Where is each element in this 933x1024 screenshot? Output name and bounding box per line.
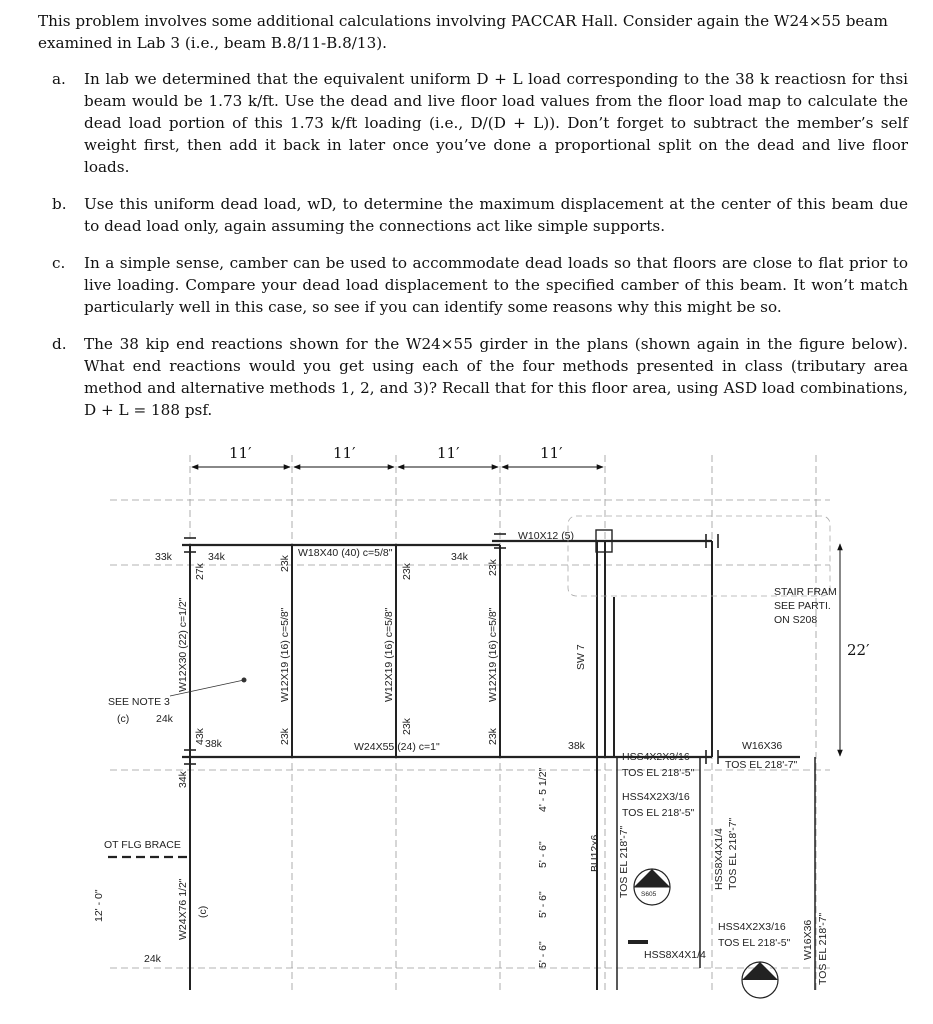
reaction-label: 27k (194, 563, 206, 580)
built-up-tos-label: TOS EL 218'-7" (618, 825, 630, 898)
hss-label: HSS4X2X3/16 (718, 921, 786, 933)
girder-label-w24x55: W24X55 (24) c=1" (354, 741, 440, 753)
hss-label: HSS8X4X1/4 (644, 949, 706, 961)
stair-note: SEE PARTI. (774, 600, 831, 612)
dimension-note: 4' - 5 1/2" (537, 767, 549, 812)
hss-tos-label: TOS EL 218'-5" (622, 767, 695, 779)
column-note: (c) (197, 905, 209, 918)
item-label: c. (52, 254, 66, 272)
dimension-label: 11′ (437, 444, 460, 462)
reaction-label: 23k (279, 728, 291, 745)
dimension-note: 5' - 6" (537, 941, 549, 968)
beam-label-w18x40: W18X40 (40) c=5/8" (298, 547, 393, 559)
see-note-label: SEE NOTE 3 (108, 696, 170, 708)
hss-label: HSS4X2X3/16 (622, 751, 690, 763)
item-text: In a simple sense, camber can be used to accommodate dead loads so that floors are close to flat prior to live loading. Compare your dead load displacement to the specified camber of this beam. It won’t match particularly well in this case, so see if you can identify some reasons why this might be so. (84, 254, 908, 316)
column-label: W12X30 (22) c=1/2" (177, 597, 189, 692)
item-text: Use this uniform dead load, wD, to determine the maximum displacement at the center of this beam due to dead load only, again assuming the connections act like simple supports. (84, 195, 908, 235)
reaction-label: 24k (156, 713, 173, 725)
column-label: W12X19 (16) c=5/8" (279, 607, 291, 702)
beam-label-w16x36: W16X36 (742, 740, 783, 752)
dimension-label: 11′ (540, 444, 563, 462)
column-label: W24X76 1/2" (177, 878, 189, 940)
reaction-label: 34k (451, 551, 468, 563)
dimension-label: 11′ (229, 444, 252, 462)
hss-label: HSS8X4X1/4 (713, 828, 725, 890)
reaction-label: 38k (205, 738, 222, 750)
beam-label-w10x12: W10X12 (5) (518, 530, 575, 542)
item-label: a. (52, 70, 66, 88)
note-c-label: (c) (117, 713, 130, 725)
dimension-note: 5' - 6" (537, 841, 549, 868)
reaction-label: 23k (401, 718, 413, 735)
hss-tos-label: TOS EL 218'-5" (622, 807, 695, 819)
reaction-label: 23k (487, 559, 499, 576)
reaction-label: 38k (568, 740, 585, 752)
dimension-note: 5' - 6" (537, 891, 549, 918)
stair-note: STAIR FRAM (774, 586, 837, 598)
beam-tos-label-vertical: TOS EL 218'-7" (817, 912, 829, 985)
dimension-label: 11′ (333, 444, 356, 462)
stair-wall-label: SW 7 (575, 644, 587, 670)
beam-tos-label: TOS EL 218'-7" (725, 759, 798, 771)
level-label: 12' - 0" (93, 889, 105, 922)
hss-label: HSS4X2X3/16 (622, 791, 690, 803)
brace-label: OT FLG BRACE (104, 839, 181, 851)
stair-note: ON S208 (774, 614, 818, 626)
section-number: 9 (757, 973, 762, 982)
item-text: In lab we determined that the equivalent uniform D + L load corresponding to the 38 k reactiosn for thsi beam would be 1.73 k/ft. Use the dead and live floor load values from the floor load map to calculate the dead load portion of this 1.73 k/ft loading (i.e., D/(D + L)). Don’t forget to subtract the member’s self weight first, then add it back in later once you’ve done a proportional split on the dead and live floor loads. (84, 70, 908, 176)
reaction-label: 43k (194, 728, 206, 745)
column-label: W12X19 (16) c=5/8" (487, 607, 499, 702)
reaction-label: 23k (401, 563, 413, 580)
reaction-label: 34k (177, 771, 189, 788)
item-label: b. (52, 195, 67, 213)
reaction-label: 24k (144, 953, 161, 965)
reaction-label: 34k (208, 551, 225, 563)
grid-lines (110, 455, 830, 990)
item-text: The 38 kip end reactions shown for the W24×55 girder in the plans (shown again in the figure below). What end reactions would you get using each of the four methods presented in class (tributary area method and alternative methods 1, 2, and 3)? Recall that for this floor area, using ASD load combinations, D + L = 188 psf. (84, 335, 908, 419)
dimension-label: 22′ (847, 641, 870, 659)
built-up-member-label: BU12x6 (589, 834, 601, 872)
hss-tos-label: TOS EL 218'-5" (718, 937, 791, 949)
beam-label-w16x36-vertical: W16X36 (802, 919, 814, 960)
section-number: 2 (649, 875, 654, 884)
item-label: d. (52, 335, 67, 353)
reaction-label: 33k (155, 551, 172, 563)
opening-outline (568, 516, 830, 596)
intro-paragraph: This problem involves some additional calculations involving PACCAR Hall. Consider again the W24×55 beam examined in Lab 3 (i.e., beam B.8/11-B.8/13). (38, 12, 888, 52)
column-label: W12X19 (16) c=5/8" (383, 607, 395, 702)
reaction-label: 23k (487, 728, 499, 745)
section-sheet: S605 (641, 891, 657, 898)
reaction-label: 23k (279, 555, 291, 572)
connection-marks (184, 534, 718, 764)
hss-tos-label: TOS EL 218'-7" (727, 817, 739, 890)
